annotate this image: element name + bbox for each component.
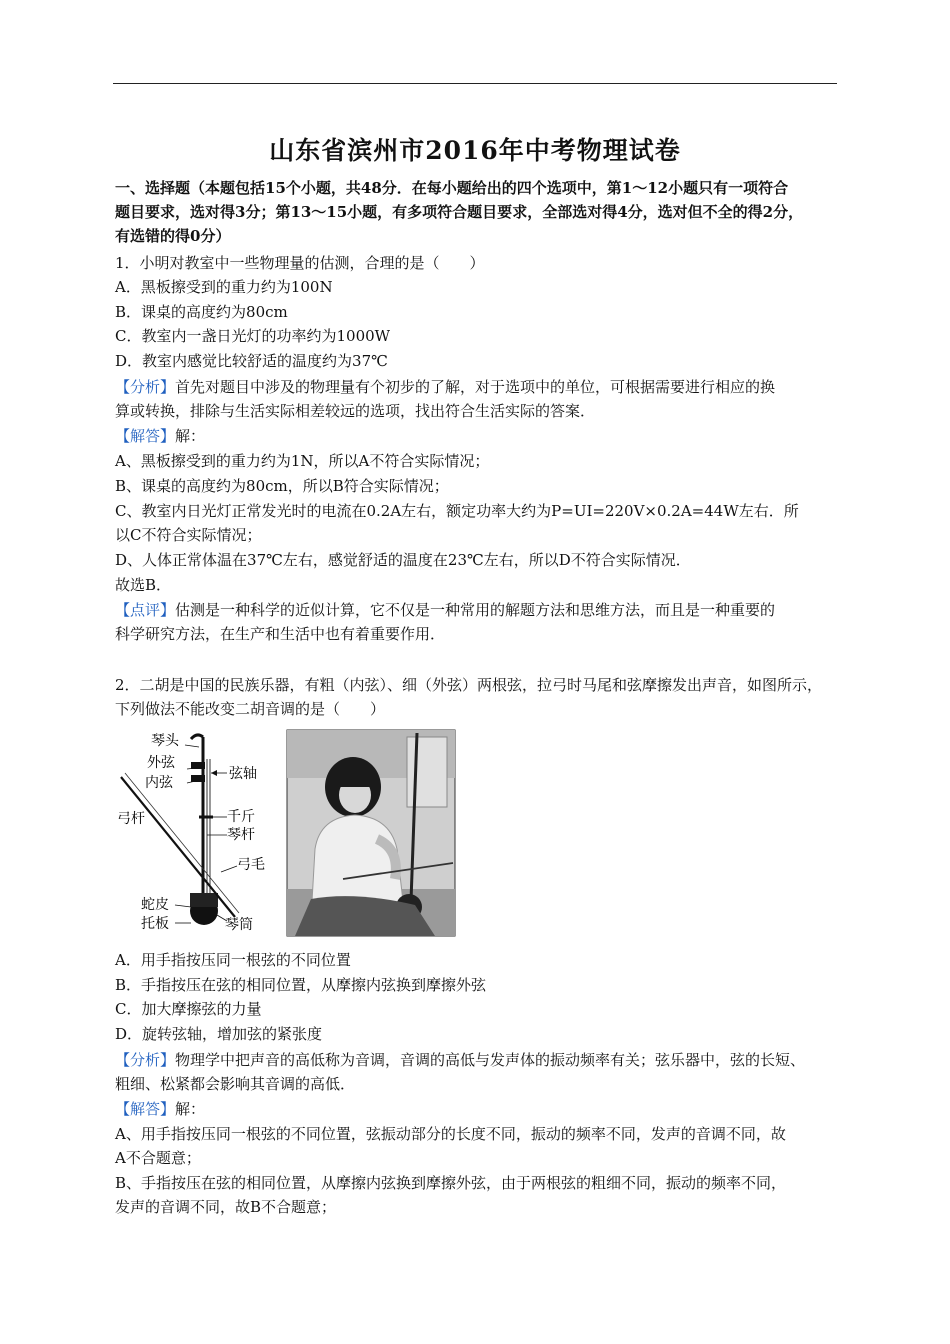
q1-answer-suffix: 解： (175, 427, 206, 445)
q1-comment-line-2: 科学研究方法，在生产和生活中也有着重要作用． (115, 625, 446, 643)
erhu-player-photo (287, 730, 455, 936)
q1-analysis-text: 首先对题目中涉及的物理量有个初步的了解，对于选项中的单位，可根据需要进行相应的换 (175, 378, 776, 396)
page-title: 山东省滨州市2016年中考物理试卷 (269, 136, 681, 165)
label-qintong: 琴筒 (225, 917, 253, 933)
q1-comment-line-1 (115, 600, 775, 620)
q1-comment-tag: 【点评】 (115, 601, 176, 619)
label-tuoban: 托板 (141, 916, 169, 932)
q2-option-d: D．旋转弦轴，增加弦的紧张度 (115, 1025, 323, 1043)
q1-analysis-tag: 【分析】 (115, 378, 176, 396)
erhu-diagram (117, 732, 265, 933)
q1-comment-text: 估测是一种科学的近似计算，它不仅是一种常用的解题方法和思维方法，而且是一种重要的 (175, 601, 776, 619)
label-gonggan: 弓杆 (117, 811, 145, 827)
q2-option-a: A．用手指按压同一根弦的不同位置 (115, 951, 351, 969)
section-heading-line-3: 有选错的得0分） (115, 227, 231, 245)
q2-answer-line-1: A、用手指按压同一根弦的不同位置，弦振动部分的长度不同，振动的频率不同，发声的音调不同，故 (115, 1125, 786, 1143)
q1-option-d: D．教室内感觉比较舒适的温度约为37℃ (115, 352, 388, 370)
label-shepi: 蛇皮 (141, 897, 169, 913)
q2-stem-line-2: 下列做法不能改变二胡音调的是（ ） (115, 700, 386, 718)
section-heading-line-1: 一、选择题（本题包括15个小题，共48分．在每小题给出的四个选项中，第1～12小题只有一项符合 (115, 179, 789, 197)
q2-answer-line-3: B、手指按压在弦的相同位置，从摩擦内弦换到摩擦外弦，由于两根弦的粗细不同，振动的频率不同， (115, 1174, 787, 1192)
erhu-figure-svg (115, 729, 456, 938)
q1-answer-tag: 【解答】 (115, 427, 176, 445)
q1-answer-line-5: D、人体正常体温在37℃左右，感觉舒适的温度在23℃左右，所以D不符合实际情况． (115, 551, 691, 569)
q1-answer-line-4: 以C不符合实际情况； (115, 526, 262, 544)
q1-answer-heading (115, 426, 205, 446)
header-rule (113, 83, 837, 84)
label-gongmao: 弓毛 (237, 857, 265, 873)
q2-answer-tag: 【解答】 (115, 1100, 176, 1118)
q2-answer-suffix: 解： (175, 1100, 206, 1118)
q1-answer-line-1: A、黑板擦受到的重力约为1N，所以A不符合实际情况； (115, 452, 490, 470)
section-heading-line-2: 题目要求，选对得3分；第13～15小题，有多项符合题目要求，全部选对得4分，选对但不全的得2分， (115, 203, 804, 221)
q1-answer-line-3: C、教室内日光灯正常发光时的电流在0.2A左右，额定功率大约为P=UI=220V×0.2A=44W左右．所 (115, 502, 799, 520)
q1-option-a: A．黑板擦受到的重力约为100N (115, 278, 333, 296)
q2-answer-line-4: 发声的音调不同，故B不合题意； (115, 1198, 337, 1216)
label-neixian: 内弦 (145, 775, 173, 791)
q1-answer-line-6: 故选B． (115, 576, 172, 594)
q2-option-b: B．手指按压在弦的相同位置，从摩擦内弦换到摩擦外弦 (115, 976, 487, 994)
label-xianzhou: 弦轴 (229, 766, 257, 782)
q2-analysis-tag: 【分析】 (115, 1051, 176, 1069)
q1-analysis-line-2: 算或转换，排除与生活实际相差较远的选项，找出符合生活实际的答案． (115, 402, 596, 420)
q1-stem: 1．小明对教室中一些物理量的估测，合理的是（ ） (115, 254, 485, 272)
q2-analysis-line-1 (115, 1050, 805, 1070)
q2-analysis-line-2: 粗细、松紧都会影响其音调的高低． (115, 1075, 356, 1093)
q1-option-c: C．教室内一盏日光灯的功率约为1000W (115, 327, 391, 345)
q2-answer-heading (115, 1099, 205, 1119)
q1-option-b: B．课桌的高度约为80cm (115, 303, 288, 321)
q1-analysis-line-1 (115, 377, 775, 397)
label-waixian: 外弦 (147, 755, 175, 771)
q2-analysis-text: 物理学中把声音的高低称为音调，音调的高低与发声体的振动频率有关；弦乐器中，弦的长短、 (175, 1051, 806, 1069)
q2-stem-line-1: 2．二胡是中国的民族乐器，有粗（内弦）、细（外弦）两根弦，拉弓时马尾和弦摩擦发出声音，如图所示， (115, 676, 823, 694)
q1-answer-line-2: B、课桌的高度约为80cm，所以B符合实际情况； (115, 477, 449, 495)
erhu-figure (115, 729, 456, 938)
label-qingan: 琴杆 (227, 827, 255, 843)
q2-option-c: C．加大摩擦弦的力量 (115, 1000, 262, 1018)
label-qintou: 琴头 (151, 733, 179, 749)
label-qianjin: 千斤 (227, 809, 255, 825)
q2-answer-line-2: A不合题意； (115, 1149, 201, 1167)
